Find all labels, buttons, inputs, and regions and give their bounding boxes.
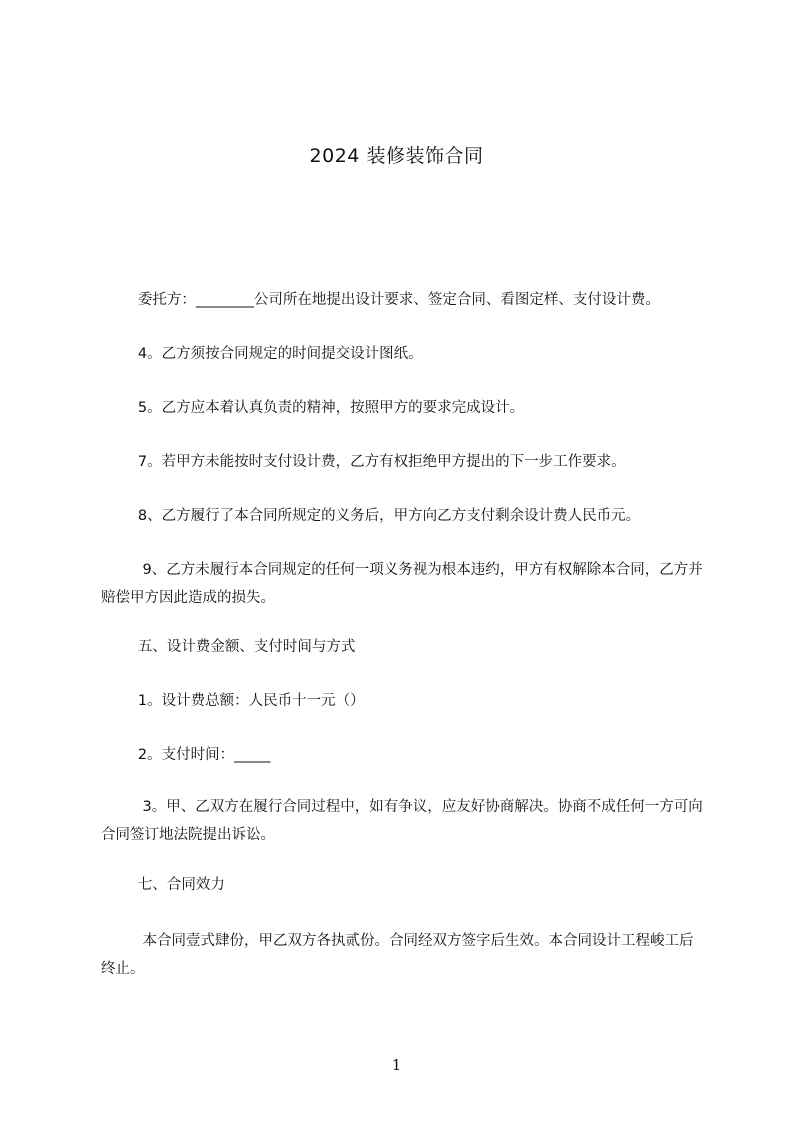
paragraph-clause-9: 9、乙方未履行本合同规定的任何一项义务视为根本违约，甲方有权解除本合同，乙方并赔偿甲方因此造成的损失。 [101, 562, 703, 606]
page-number: 1 [391, 1056, 402, 1074]
paragraph-dispute: 3。甲、乙双方在履行合同过程中，如有争议，应友好协商解决。协商不成任何一方可向合同签订地法院提出诉讼。 [101, 799, 703, 843]
section-heading-fee: 五、设计费金额、支付时间与方式 [101, 639, 356, 655]
paragraph-clause-4: 4。乙方须按合同规定的时间提交设计图纸。 [101, 346, 423, 362]
paragraph-clause-8: 8、乙方履行了本合同所规定的义务后，甲方向乙方支付剩余设计费人民币元。 [101, 508, 641, 524]
document-title: 2024 装修装饰合同 [309, 145, 484, 167]
paragraph-payment-time: 2。支付时间：_____ [101, 747, 271, 763]
section-heading-validity: 七、合同效力 [101, 877, 225, 893]
paragraph-clause-5: 5。乙方应本着认真负责的精神，按照甲方的要求完成设计。 [101, 400, 525, 416]
paragraph-fee-total: 1。设计费总额：人民币十一元（） [101, 693, 365, 709]
paragraph-validity: 本合同壹式肆份，甲乙双方各执贰份。合同经双方签字后生效。本合同设计工程峻工后终止。 [101, 933, 694, 977]
paragraph-clause-7: 7。若甲方未能按时支付设计费，乙方有权拒绝甲方提出的下一步工作要求。 [101, 454, 626, 470]
paragraph-client: 委托方：________公司所在地提出设计要求、签定合同、看图定样、支付设计费。 [101, 292, 660, 308]
